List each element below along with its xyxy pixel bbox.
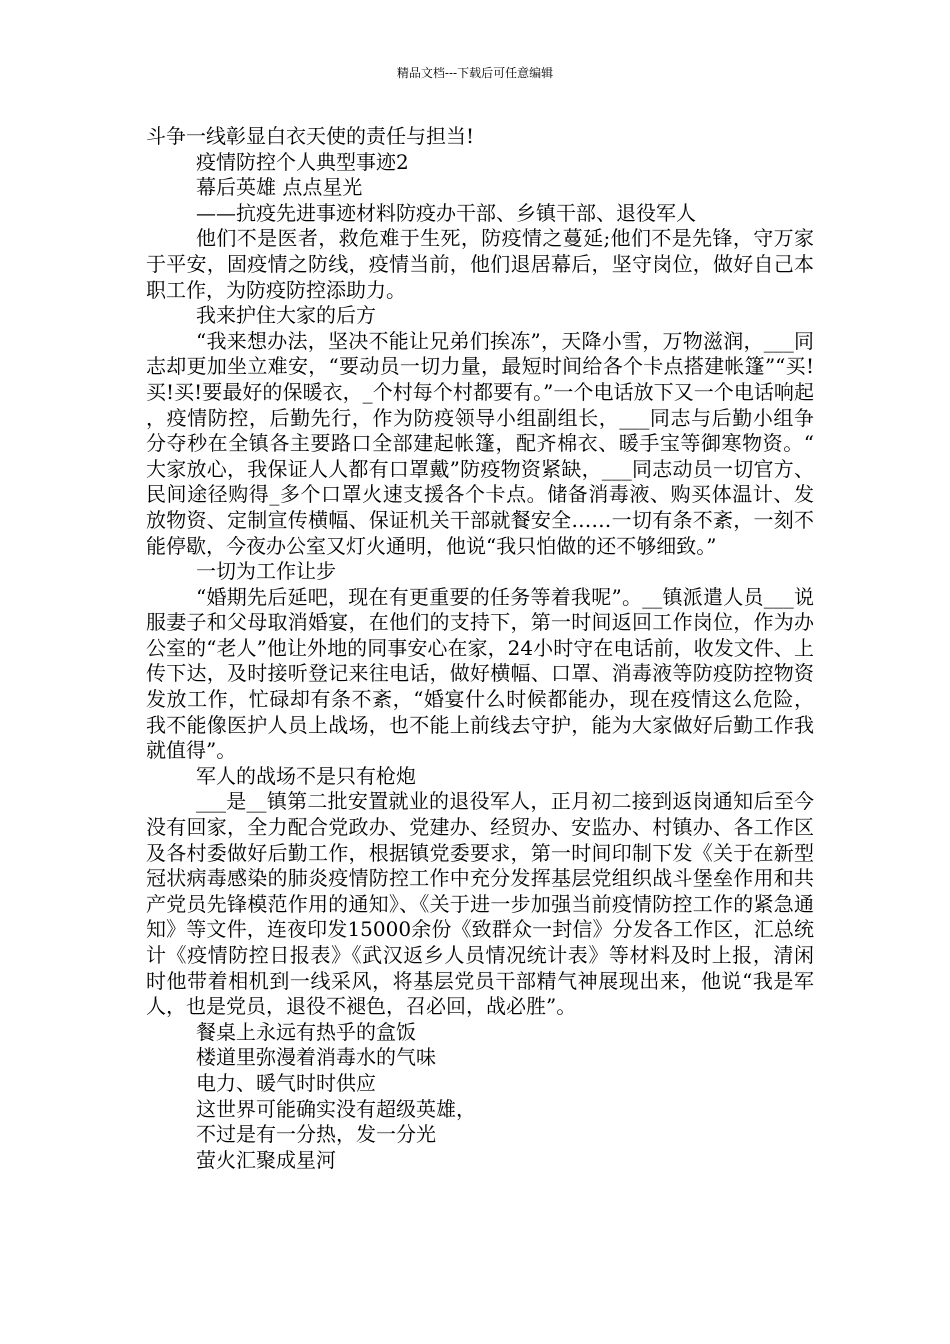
paragraph-work-first: “婚期先后延吧，现在有更重要的任务等着我呢”。__镇派遣人员___说服妻子和父母取消婚宴，在他们的支持下，第一时间返回工作岗位，作为办公室的“老人”他让外地的同事安心在家，24小时守在电话前，收发文件、上传下达，及时接听登记来往电话，做好横幅、口罩、消毒液等防疫防控物资发放工作，忙碌却有条不紊，“婚宴什么时候都能办，现在疫情这么危险，我不能像医护人员上战场，也不能上前线去守护，能为大家做好后勤工作我就值得”。 [146, 584, 814, 763]
article-subtitle: ——抗疫先进事迹材料防疫办干部、乡镇干部、退役军人 [196, 200, 696, 225]
subheading-soldier: 军人的战场不是只有枪炮 [196, 763, 416, 788]
intro-paragraph: 他们不是医者，救危难于生死，防疫情之蔓延;他们不是先锋，守万家于平安，固疫情之防线，疫情当前，他们退居幕后，坚守岗位，做好自己本职工作，为防疫防控添助力。 [146, 226, 814, 302]
paragraph-continuation: 斗争一线彰显白衣天使的责任与担当! [146, 124, 475, 148]
poem-line: 不过是有一分热，发一分光 [196, 1122, 436, 1147]
paragraph-rear-guard: “我来想办法，坚决不能让兄弟们挨冻”，天降小雪，万物滋润，___同志却更加坐立难安，“要动员一切力量，最短时间给各个卡点搭建帐篷”“买!买!买!要最好的保暖衣，_个村每个村都要有。”一个电话放下又一个电话响起，疫情防控，后勤先行，作为防疫领导小组副组长，___同志与后勤小组争分夺秒在全镇各主要路口全部建起帐篷，配齐棉衣、暖手宝等御寒物资。“大家放心，我保证人人都有口罩戴”防疫物资紧缺，___同志动员一切官方、民间途径购得_多个口罩火速支援各个卡点。储备消毒液、购买体温计、发放物资、定制宣传横幅、保证机关干部就餐安全……一切有条不紊，一刻不能停歇，今夜办公室又灯火通明，他说“我只怕做的还不够细致。” [146, 328, 814, 558]
page-header: 精品文档---下载后可任意编辑 [396, 66, 554, 80]
poem-line: 电力、暖气时时供应 [196, 1070, 376, 1095]
subheading-rear-guard: 我来护住大家的后方 [196, 303, 376, 328]
poem-line: 萤火汇聚成星河 [196, 1147, 336, 1172]
section-title: 疫情防控个人典型事迹2 [196, 149, 409, 174]
poem-line: 这世界可能确实没有超级英雄， [196, 1096, 476, 1121]
paragraph-soldier: ___是__镇第二批安置就业的退役军人，正月初二接到返岗通知后至今没有回家，全力配合党政办、党建办、经贸办、安监办、村镇办、各工作区及各村委做好后勤工作，根据镇党委要求，第一时间印制下发《关于在新型冠状病毒感染的肺炎疫情防控工作中充分发挥基层党组织战斗堡垒作用和共产党员先锋模范作用的通知》、《关于进一步加强当前疫情防控工作的紧急通知》等文件，连夜印发15000余份《致群众一封信》分发各工作区，汇总统计《疫情防控日报表》《武汉返乡人员情况统计表》等材料及时上报，清闲时他带着相机到一线采风，将基层党员干部精气神展现出来，他说“我是军人，也是党员，退役不褪色，召必回，战必胜”。 [146, 789, 814, 1019]
article-title: 幕后英雄 点点星光 [196, 175, 363, 200]
document-body [146, 124, 814, 1173]
subheading-work-first: 一切为工作让步 [196, 559, 336, 584]
poem-line: 餐桌上永远有热乎的盒饭 [196, 1019, 416, 1044]
poem-line: 楼道里弥漫着消毒水的气味 [196, 1045, 436, 1070]
